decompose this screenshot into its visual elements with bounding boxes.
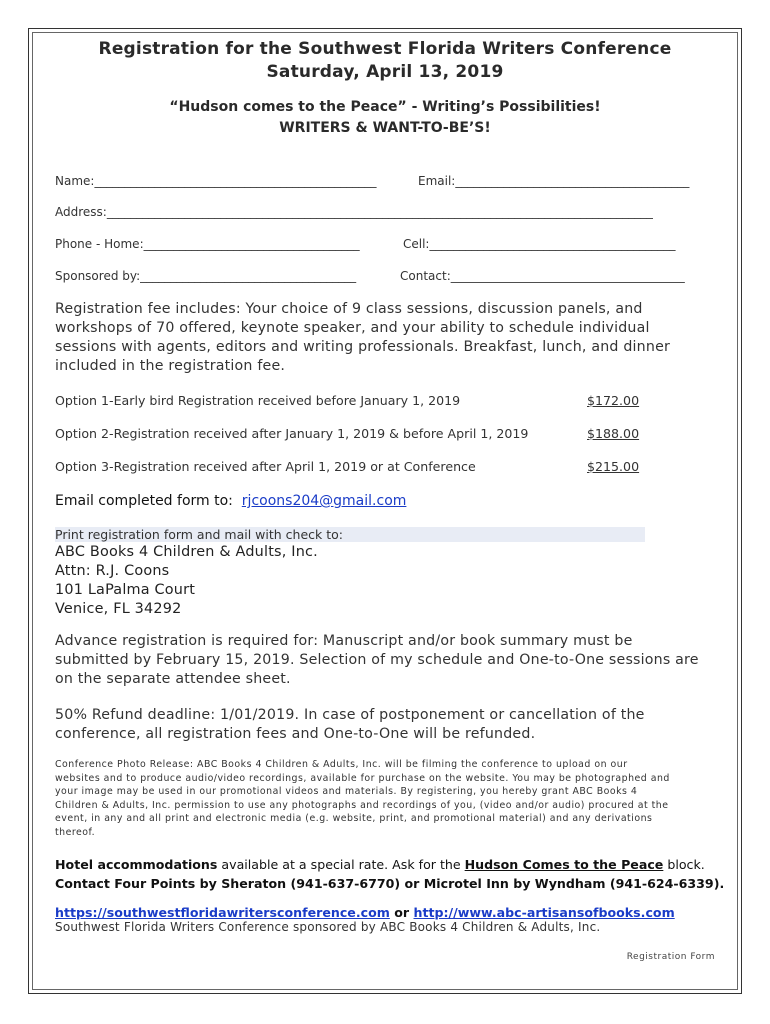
photo-release-line: thereof. [55, 826, 96, 838]
advance-line: on the separate attendee sheet. [55, 671, 291, 687]
phone-home-field[interactable]: Phone - Home:____________________________________ [55, 237, 360, 251]
fee-line: workshops of 70 offered, keynote speaker, and your ability to schedule individual [55, 320, 650, 336]
option-1-label: Option 1-Early bird Registration received before January 1, 2019 [55, 393, 461, 408]
refund-line: conference, all registration fees and One-to-One will be refunded. [55, 726, 536, 742]
advance-registration [55, 632, 745, 689]
hotel-text: block. [663, 857, 705, 872]
sponsored-by-field[interactable]: Sponsored by:____________________________________ [55, 269, 357, 283]
option-1-price: $172.00 [587, 393, 640, 408]
option-3-label: Option 3-Registration received after April 1, 2019 or at Conference [55, 459, 476, 474]
address-line: Attn: R.J. Coons [55, 563, 170, 579]
fee-line: Registration fee includes: Your choice of 9 class sessions, discussion panels, and [55, 301, 643, 317]
title-line-1: Registration for the Southwest Florida Writers Conference [98, 39, 672, 59]
mailing-address [55, 543, 318, 619]
hotel-line-2: Contact Four Points by Sheraton (941-637-6770) or Microtel Inn by Wyndham (941-624-6339). [55, 876, 725, 891]
option-2-label: Option 2-Registration received after January 1, 2019 & before April 1, 2019 [55, 426, 529, 441]
fee-line: sessions with agents, editors and writing professionals. Breakfast, lunch, and dinner [55, 339, 671, 355]
fee-description [55, 300, 735, 376]
advance-line: submitted by February 15, 2019. Selection of my schedule and One-to-One sessions are [55, 652, 699, 668]
photo-release-line: Children & Adults, Inc. permission to use any photographs and recordings of you, (video and/or audio) procured at the [55, 799, 669, 811]
option-3-price: $215.00 [587, 459, 640, 474]
subtitle-line-2: WRITERS & WANT-TO-BE’S! [279, 120, 491, 136]
address-line: 101 LaPalma Court [55, 582, 196, 598]
print-mail-label: Print registration form and mail with check to: [55, 527, 344, 542]
address-line: ABC Books 4 Children & Adults, Inc. [55, 544, 318, 560]
links-or: or [389, 905, 414, 920]
address-line: Venice, FL 34292 [55, 601, 182, 617]
subtitle-line-1: “Hudson comes to the Peace” - Writing’s Possibilities! [169, 99, 601, 115]
photo-release-line: event, in any and all print and electronic media (e.g. website, print, and promotional material) and any derivations [55, 813, 653, 824]
refund-line: 50% Refund deadline: 1/01/2019. In case of postponement or cancellation of the [55, 707, 645, 723]
footer-label: Registration Form [626, 952, 715, 962]
hotel-info [55, 855, 745, 893]
sponsor-text: Southwest Florida Writers Conference sponsored by ABC Books 4 Children & Adults, Inc. [55, 920, 601, 934]
contact-field[interactable]: Contact:_______________________________________ [400, 269, 685, 283]
fee-line: included in the registration fee. [55, 358, 286, 374]
option-2-price: $188.00 [587, 426, 640, 441]
hotel-block-name: Hudson Comes to the Peace [464, 857, 664, 872]
email-field[interactable]: Email:_______________________________________ [418, 174, 690, 188]
email-form-link[interactable]: rjcoons204@gmail.com [241, 493, 407, 509]
photo-release-line: Conference Photo Release: ABC Books 4 Children & Adults, Inc. will be filming the conference to upload on our [55, 759, 628, 770]
hotel-lead: Hotel accommodations [55, 857, 218, 872]
name-field[interactable]: Name:_______________________________________________ [55, 174, 377, 188]
email-form-label: Email completed form to: [55, 493, 233, 509]
conference-website-link[interactable]: https://southwestfloridawritersconference.com [55, 905, 390, 920]
advance-line: Advance registration is required for: Manuscript and/or book summary must be [55, 633, 633, 649]
email-form-line [55, 493, 406, 509]
hotel-line-1 [55, 855, 745, 874]
photo-release-line: websites and to produce audio/video recordings, available for purchase on the website. You may be photographed and [55, 772, 670, 784]
photo-release-line: your image may be used in our promotional videos and materials. By registering, you hereby grant ABC Books 4 [55, 786, 638, 797]
address-field[interactable]: Address:___________________________________________________________________________________________ [55, 205, 653, 219]
photo-release [55, 758, 735, 839]
hotel-text: available at a special rate. Ask for the [217, 857, 465, 872]
title-line-2: Saturday, April 13, 2019 [266, 62, 504, 82]
artisans-website-link[interactable]: http://www.abc-artisansofbooks.com [413, 905, 675, 920]
refund-policy [55, 706, 745, 744]
cell-field[interactable]: Cell:_________________________________________ [403, 237, 676, 251]
